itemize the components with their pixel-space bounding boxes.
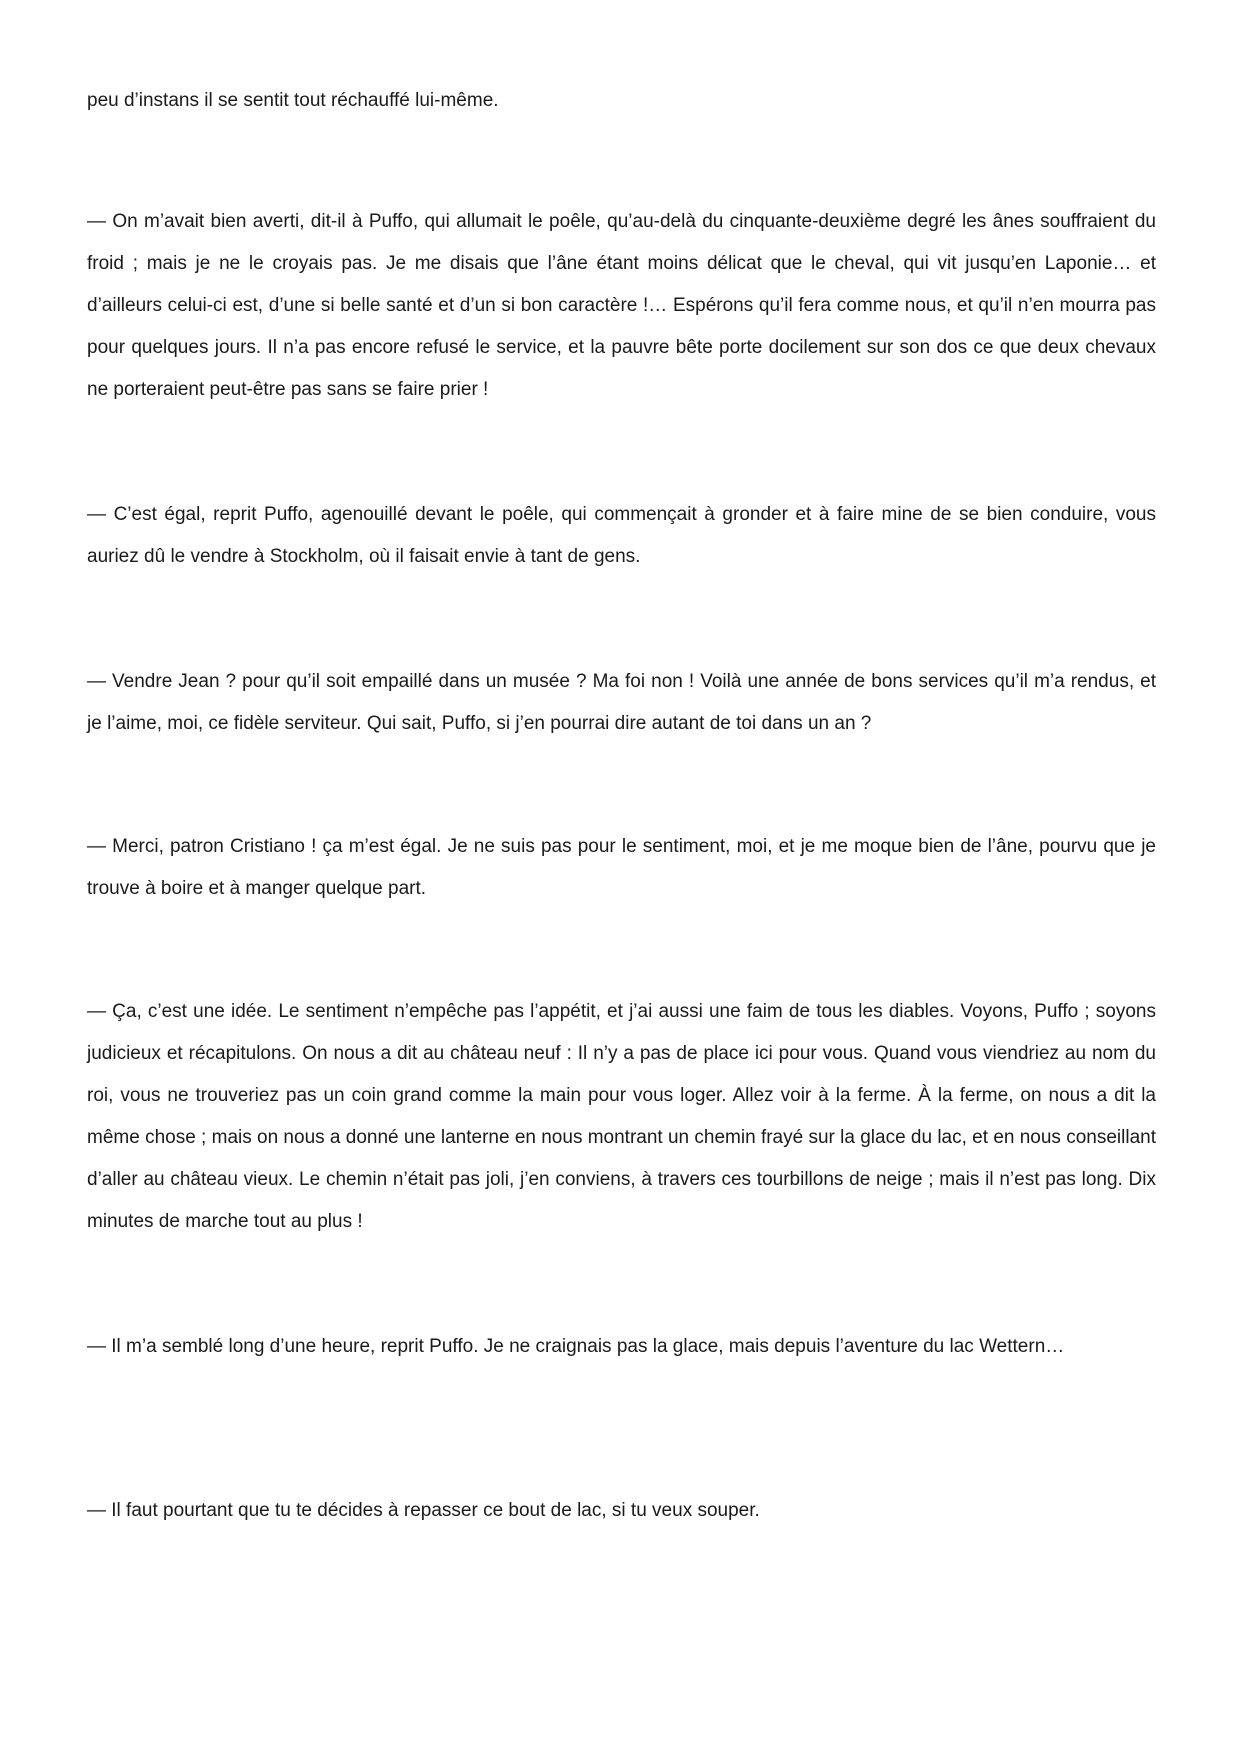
paragraph-4: — Vendre Jean ? pour qu’il soit empaillé dans un musée ? Ma foi non ! Voilà une année de bons services qu’il m’a rendus, et je l’aime, moi, ce fidèle serviteur. Qui sait, Puffo, si j’en pourrai dire autant de toi dans un an ? [87,671,1156,734]
paragraph-1: peu d’instans il se sentit tout réchauffé lui-même. [87,90,499,111]
paragraph-5: — Merci, patron Cristiano ! ça m’est égal. Je ne suis pas pour le sentiment, moi, et je me moque bien de l’âne, pourvu que je trouve à boire et à manger quelque part. [87,836,1156,899]
paragraph-6: — Ça, c’est une idée. Le sentiment n’empêche pas l’appétit, et j’ai aussi une faim de tous les diables. Voyons, Puffo ; soyons judicieux et récapitulons. On nous a dit au château neuf : Il n’y a pas de place ici pour vous. Quand vous viendriez au nom du roi, vous ne trouveriez pas un coin grand comme la main pour vous loger. Allez voir à la ferme. À la ferme, on nous a dit la même chose ; mais on nous a donné une lanterne en nous montrant un chemin frayé sur la glace du lac, et en nous conseillant d’aller au château vieux. Le chemin n’était pas joli, j’en conviens, à travers ces tourbillons de neige ; mais il n’est pas long. Dix minutes de marche tout au plus ! [87,1001,1156,1232]
paragraph-3: — C’est égal, reprit Puffo, agenouillé devant le poêle, qui commençait à gronder et à faire mine de se bien conduire, vous auriez dû le vendre à Stockholm, où il faisait envie à tant de gens. [87,504,1156,567]
paragraph-2: — On m’avait bien averti, dit-il à Puffo, qui allumait le poêle, qu’au-delà du cinquante-deuxième degré les ânes souffraient du froid ; mais je ne le croyais pas. Je me disais que l’âne étant moins délicat que le cheval, qui vit jusqu’en Laponie… et d’ailleurs celui-ci est, d’une si belle santé et d’un si bon caractère !… Espérons qu’il fera comme nous, et qu’il n’en mourra pas pour quelques jours. Il n’a pas encore refusé le service, et la pauvre bête porte docilement sur son dos ce que deux chevaux ne porteraient peut-être pas sans se faire prier ! [87,211,1156,400]
paragraph-7: — Il m’a semblé long d’une heure, reprit Puffo. Je ne craignais pas la glace, mais depuis l’aventure du lac Wettern… [87,1336,1065,1357]
paragraph-8: — Il faut pourtant que tu te décides à repasser ce bout de lac, si tu veux souper. [87,1500,760,1521]
